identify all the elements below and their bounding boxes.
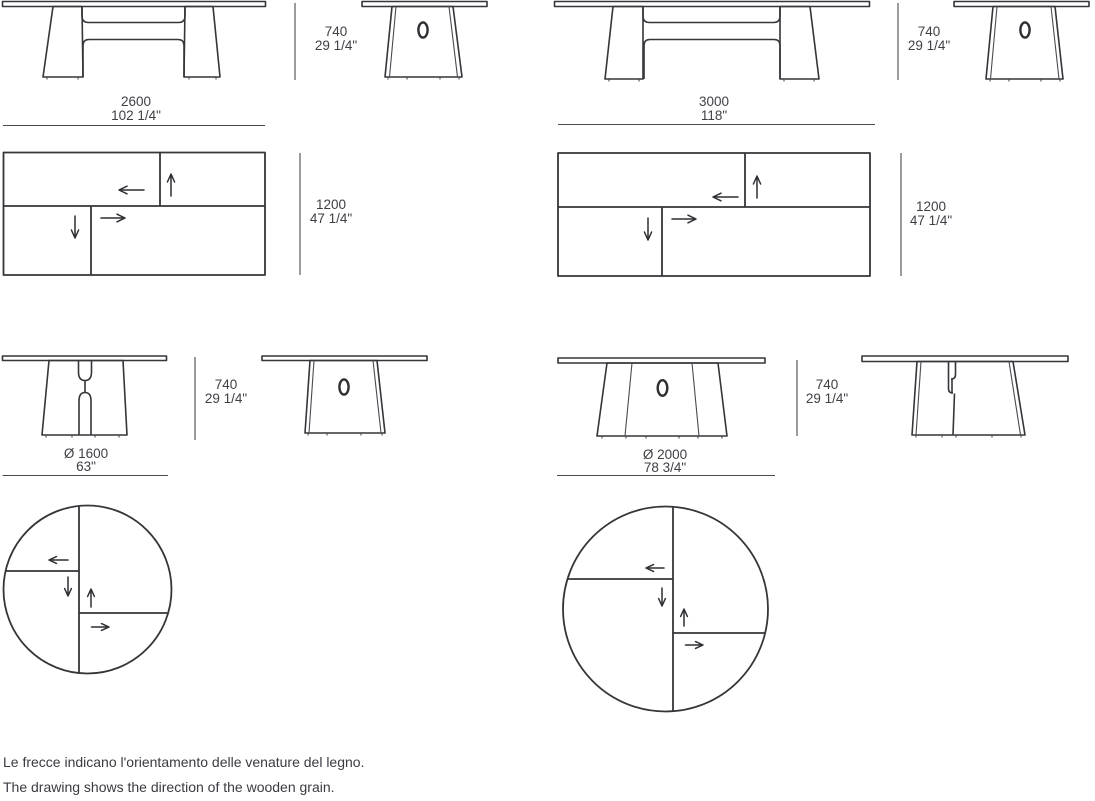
diameter-in-label: 78 3/4" (643, 460, 687, 475)
height-in-label: 29 1/4" (314, 38, 358, 53)
table-1600-height-dimension (195, 357, 247, 440)
tabletop-front-3000 (555, 2, 870, 7)
footer-note-italian: Le frecce indicano l'orientamento delle venature del legno. (3, 754, 365, 770)
height-mm-label: 740 (214, 377, 238, 392)
height-mm-label: 740 (324, 24, 348, 39)
grain-arrow-right-icon (92, 624, 110, 631)
grain-arrow-left-icon (713, 193, 738, 201)
height-mm-label: 740 (917, 24, 941, 39)
pedestal-panel (912, 362, 1025, 436)
panel-thickness-lines (309, 361, 381, 434)
table-1600-side-view (262, 356, 427, 436)
tabletop-front-2600 (3, 2, 266, 7)
grain-arrow-left-icon (49, 557, 68, 564)
footer-note-english: The drawing shows the direction of the wooden grain. (3, 779, 335, 795)
grain-arrow-left-icon (646, 565, 664, 572)
grain-arrow-up-icon (88, 589, 95, 607)
panel-thickness-lines (916, 362, 1021, 436)
grain-arrow-up-icon (681, 609, 688, 626)
stretcher-bottom-edge (644, 40, 780, 80)
footer-notes (3, 750, 364, 800)
grain-arrow-down-icon (659, 588, 666, 606)
table-2000-diameter-dimension (557, 447, 775, 476)
round-top-outline (563, 507, 768, 712)
table-2600-side-view (362, 2, 487, 80)
grain-arrow-down-icon (644, 218, 651, 240)
table-2000-side-view (862, 356, 1068, 438)
handle-hole (1020, 22, 1029, 37)
depth-mm-label: 1200 (915, 199, 947, 214)
grain-arrow-right-icon (686, 642, 704, 649)
left-leg (43, 7, 83, 78)
cross-panel-edges (625, 363, 699, 436)
grain-arrow-down-icon (65, 577, 72, 596)
grain-arrow-right-icon (672, 215, 696, 223)
diameter-mm-label: Ø 1600 (63, 446, 109, 461)
height-in-label: 29 1/4" (204, 391, 248, 406)
leg-panel-thickness-lines (390, 7, 458, 78)
handle-hole (339, 379, 348, 394)
table-2600-depth-dimension (300, 153, 352, 275)
table-3000-top-view (558, 153, 870, 276)
diameter-in-label: 63" (76, 459, 96, 474)
stretcher-top-edge (643, 7, 780, 23)
depth-mm-label: 1200 (315, 197, 347, 212)
table-2600-front-view (3, 2, 266, 80)
table-1600-front-view (3, 356, 167, 438)
pedestal-outline (597, 363, 727, 436)
tabletop-outline (558, 153, 870, 276)
table-2000-front-view (558, 358, 765, 439)
grain-arrow-up-icon (167, 174, 174, 196)
stretcher-bottom-edge (83, 40, 184, 78)
pedestal-outline (42, 361, 127, 436)
table-3000-height-dimension (898, 3, 950, 80)
grain-arrow-up-icon (753, 176, 760, 198)
tabletop-outline (4, 153, 266, 276)
handle-hole (418, 22, 427, 37)
height-in-label: 29 1/4" (907, 38, 951, 53)
table-3000-depth-dimension (901, 153, 952, 276)
table-1600-diameter-dimension (3, 446, 169, 476)
left-leg (605, 7, 643, 80)
table-2600-height-dimension (295, 3, 357, 80)
grain-arrow-left-icon (119, 186, 144, 194)
pedestal-panel (305, 361, 385, 434)
width-mm-label: 2600 (120, 94, 152, 109)
tabletop-side (862, 356, 1068, 362)
table-1600-top-view (4, 506, 172, 674)
table-3000-front-view (555, 2, 870, 82)
right-leg (780, 7, 819, 80)
height-in-label: 29 1/4" (805, 391, 849, 406)
cross-lap-slot (79, 361, 92, 381)
height-mm-label: 740 (815, 377, 839, 392)
table-2600-top-view (4, 153, 266, 276)
width-in-label: 102 1/4" (111, 108, 161, 123)
round-top-outline (4, 506, 172, 674)
width-mm-label: 3000 (698, 94, 730, 109)
cross-lap-joint-line (949, 362, 956, 436)
table-3000-side-view (954, 2, 1089, 82)
leg-panel-thickness-lines (991, 7, 1060, 80)
table-2600-width-dimension (3, 94, 265, 126)
table-3000-width-dimension (558, 94, 875, 125)
depth-in-label: 47 1/4" (909, 213, 953, 228)
table-2000-height-dimension (797, 360, 848, 436)
width-in-label: 118" (700, 108, 728, 123)
table-2000-top-view (563, 507, 768, 712)
bottom-arch-cutout (79, 393, 91, 436)
stretcher-top-edge (82, 7, 185, 23)
grain-arrow-down-icon (71, 216, 78, 238)
right-leg (184, 7, 220, 78)
leg-panel (986, 7, 1063, 80)
diameter-mm-label: Ø 2000 (642, 447, 688, 462)
depth-in-label: 47 1/4" (309, 211, 353, 226)
handle-hole (658, 380, 668, 396)
grain-arrow-right-icon (101, 214, 125, 222)
